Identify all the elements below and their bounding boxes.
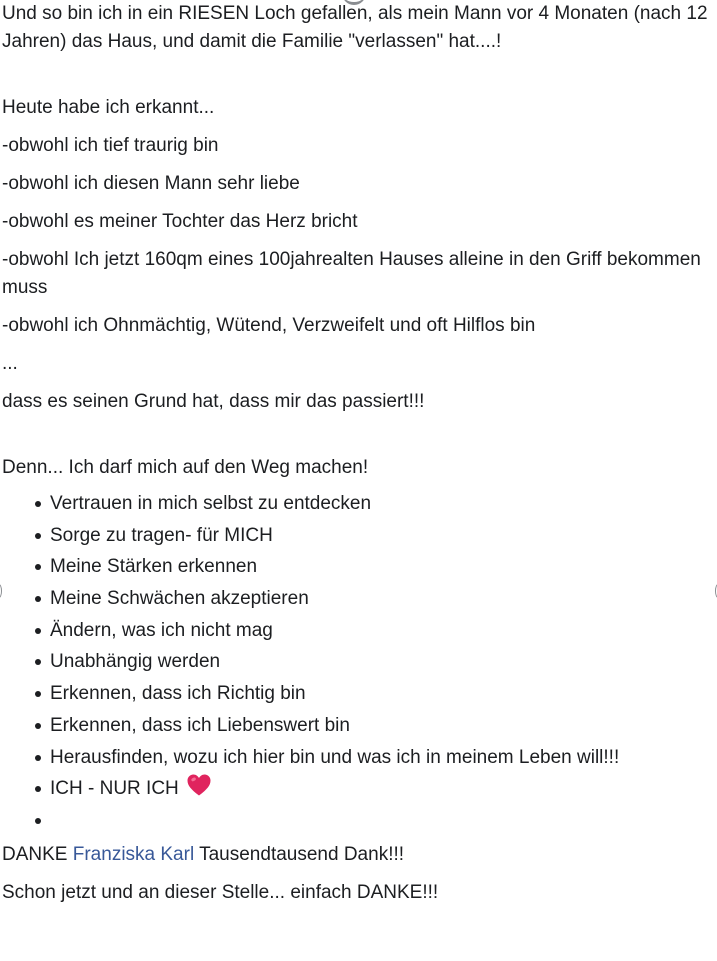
list-item-text: Vertrauen in mich selbst zu entdecken [50, 493, 372, 514]
list-item-text: ICH - NUR ICH [50, 778, 179, 800]
list-item-text: Herausfinden, wozu ich hier bin und was ich in meinem Leben will!!! [50, 746, 620, 768]
list-item [50, 773, 714, 805]
ellipsis-line: ... [2, 353, 18, 374]
post-body [2, 0, 714, 907]
mention-link[interactable]: Franziska Karl [72, 843, 195, 865]
heart-icon [186, 773, 212, 808]
list-item-text: Meine Schwächen akzeptieren [50, 588, 309, 610]
list-item-text: Sorge zu tragen- für MICH [50, 524, 273, 546]
thanks-line [2, 841, 714, 869]
list-item [50, 646, 714, 678]
list-item-text: Meine Stärken erkennen [50, 556, 258, 578]
list-item [50, 710, 714, 742]
journey-heading: Denn... Ich darf mich auf den Weg machen! [2, 457, 369, 478]
list-item-text: Ändern, was ich nicht mag [50, 619, 273, 641]
obwohl-line-2: -obwohl ich diesen Mann sehr liebe [2, 173, 300, 194]
journey-list [2, 488, 714, 837]
list-item [50, 520, 714, 552]
list-item-text: Erkennen, dass ich Liebenswert bin [50, 714, 350, 736]
list-item [50, 742, 714, 774]
list-item-text: Unabhängig werden [50, 651, 221, 673]
list-item [50, 678, 714, 710]
list-item [50, 488, 714, 520]
post-intro: Und so bin ich in ein RIESEN Loch gefallen, als mein Mann vor 4 Monaten (nach 12 Jahren) das Haus, und damit die Familie "verlassen" hat....! [2, 3, 708, 52]
list-item [50, 551, 714, 583]
list-item-text: Erkennen, dass ich Richtig bin [50, 683, 306, 705]
list-item [50, 583, 714, 615]
thanks-prefix: DANKE [2, 843, 68, 865]
list-item [50, 615, 714, 647]
obwohl-line-4: -obwohl Ich jetzt 160qm eines 100jahrealten Hauses alleine in den Griff bekommen muss [2, 249, 701, 298]
obwohl-line-5: -obwohl ich Ohnmächtig, Wütend, Verzweifelt und oft Hilflos bin [2, 315, 536, 336]
reason-line: dass es seinen Grund hat, dass mir das passiert!!! [2, 391, 425, 412]
recognition-heading: Heute habe ich erkannt... [2, 97, 215, 118]
closing-line: Schon jetzt und an dieser Stelle... einfach DANKE!!! [2, 881, 439, 903]
list-item-empty [50, 805, 714, 837]
thanks-suffix: Tausendtausend Dank!!! [199, 843, 405, 865]
obwohl-line-1: -obwohl ich tief traurig bin [2, 135, 219, 156]
obwohl-line-3: -obwohl es meiner Tochter das Herz bricht [2, 211, 358, 232]
